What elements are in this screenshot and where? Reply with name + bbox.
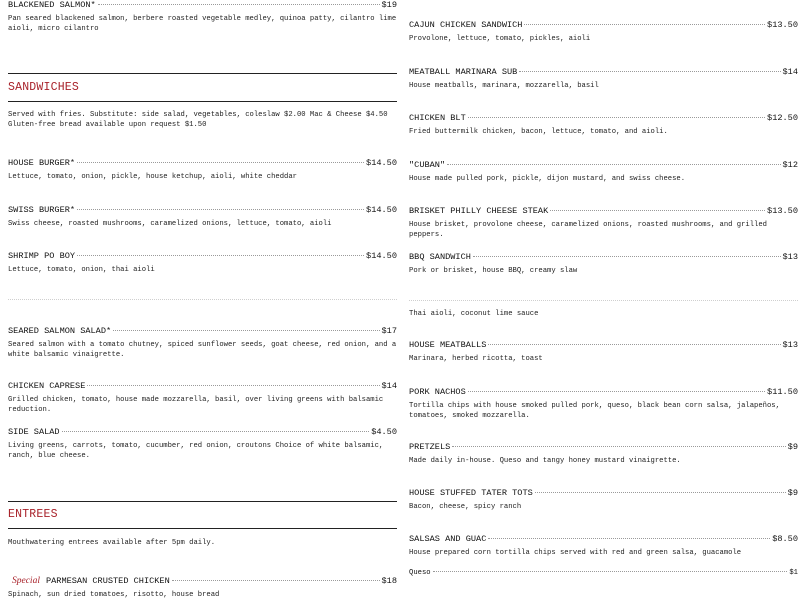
item-name: SALSAS AND GUAC: [409, 534, 487, 544]
item-name: PRETZELS: [409, 442, 451, 452]
item-description: Living greens, carrots, tomato, cucumber, red onion, croutons Choice of white balsamic, ranch, blue cheese.: [8, 442, 384, 460]
menu-item: [8, 158, 397, 182]
item-name: HOUSE BURGER*: [8, 158, 76, 168]
item-price: $12: [782, 160, 798, 170]
item-price: $14.50: [366, 205, 397, 215]
menu-item: [409, 20, 798, 44]
item-description: Pan seared blackened salmon, berbere roasted vegetable medley, quinoa patty, cilantro lime aioli, micro cilantro: [8, 15, 397, 33]
item-description: Thai aioli, coconut lime sauce: [409, 310, 539, 318]
item-price: $9: [787, 442, 798, 452]
menu-item: [409, 67, 798, 91]
item-description: House prepared corn tortilla chips served with red and green salsa, guacamole: [409, 549, 742, 557]
section-title-entrees: ENTREES: [8, 508, 58, 521]
cut-off-item: [8, 299, 397, 300]
item-name: SHRIMP PO BOY: [8, 251, 76, 261]
item-description: Tortilla chips with house smoked pulled pork, queso, black bean corn salsa, jalapeños, tomatoes, smoked mozzarella.: [409, 402, 780, 420]
menu-item: [8, 427, 397, 461]
item-price: $18: [381, 576, 397, 586]
dot-leader: [77, 208, 364, 210]
item-name: CAJUN CHICKEN SANDWICH: [409, 20, 523, 30]
item-description: Swiss cheese, roasted mushrooms, caramelized onions, lettuce, tomato, aioli: [8, 220, 332, 228]
item-price: $13.50: [767, 20, 798, 30]
item-price: $9: [787, 488, 798, 498]
menu-item: [409, 113, 798, 137]
item-price: $13.50: [767, 206, 798, 216]
dot-leader: [62, 430, 370, 432]
item-name: PARMESAN CRUSTED CHICKEN: [45, 576, 170, 586]
item-description: House meatballs, marinara, mozzarella, basil: [409, 82, 599, 90]
item-description: Pork or brisket, house BBQ, creamy slaw: [409, 267, 578, 275]
addon-price: $1: [789, 569, 798, 577]
item-description: Made daily in-house. Queso and tangy honey mustard vinaigrette.: [409, 457, 681, 465]
dot-leader: [452, 445, 785, 447]
item-name: HOUSE STUFFED TATER TOTS: [409, 488, 533, 498]
special-tag: Special: [12, 576, 40, 586]
dot-leader: [488, 343, 780, 345]
item-price: $11.50: [767, 387, 798, 397]
item-price: $14.50: [366, 251, 397, 261]
cut-off-item: [409, 300, 798, 301]
item-price: $12.50: [767, 113, 798, 123]
dot-leader: [172, 579, 380, 581]
item-description: Seared salmon with a tomato chutney, spiced sunflower seeds, goat cheese, red onion, and a white balsamic vinaigrette.: [8, 341, 397, 359]
item-description: Grilled chicken, tomato, house made mozzarella, basil, over living greens with balsamic reduction.: [8, 396, 384, 414]
dot-leader: [77, 161, 364, 163]
menu-item: [409, 252, 798, 276]
item-description: House made pulled pork, pickle, dijon mustard, and swiss cheese.: [409, 175, 686, 183]
section-title-sandwiches: SANDWICHES: [8, 81, 80, 94]
section-note: Mouthwatering entrees available after 5pm daily.: [8, 539, 216, 547]
item-name: "CUBAN": [409, 160, 446, 170]
dot-leader: [77, 254, 364, 256]
item-price: $14.50: [366, 158, 397, 168]
dot-leader: [524, 23, 765, 25]
item-description: Lettuce, tomato, onion, thai aioli: [8, 266, 155, 274]
item-name: SEARED SALMON SALAD*: [8, 326, 112, 336]
menu-item: [409, 387, 798, 421]
menu-item: [409, 340, 798, 364]
menu-item: [8, 251, 397, 275]
menu-item: [409, 488, 798, 512]
item-name: SWISS BURGER*: [8, 205, 76, 215]
item-description: Lettuce, tomato, onion, pickle, house ketchup, aioli, white cheddar: [8, 173, 297, 181]
dot-leader: [519, 70, 780, 72]
item-description: Fried buttermilk chicken, bacon, lettuce, tomato, and aioli.: [409, 128, 668, 136]
item-name: BLACKENED SALMON*: [8, 0, 96, 10]
item-name: CHICKEN CAPRESE: [8, 381, 86, 391]
section-divider: [8, 73, 397, 74]
menu-item: [409, 442, 798, 466]
dot-leader: [488, 537, 770, 539]
menu-item: [8, 205, 397, 229]
dot-leader: [98, 3, 380, 5]
menu-item: [409, 160, 798, 184]
dot-leader: [87, 384, 379, 386]
menu-item: [8, 326, 397, 360]
dot-leader: [473, 255, 781, 257]
menu-item: [409, 534, 798, 558]
item-price: $14: [381, 381, 397, 391]
addon-row: [409, 568, 798, 578]
menu-item: [8, 0, 397, 34]
item-price: $13: [782, 252, 798, 262]
section-divider: [8, 528, 397, 529]
item-name: CHICKEN BLT: [409, 113, 466, 123]
item-description: Spinach, sun dried tomatoes, risotto, house bread: [8, 591, 220, 599]
item-description: Provolone, lettuce, tomato, pickles, aioli: [409, 35, 591, 43]
dot-leader: [433, 570, 788, 572]
item-description: Marinara, herbed ricotta, toast: [409, 355, 543, 363]
item-name: BRISKET PHILLY CHEESE STEAK: [409, 206, 549, 216]
addon-name: Queso: [409, 569, 431, 577]
item-name: PORK NACHOS: [409, 387, 466, 397]
item-price: $19: [381, 0, 397, 10]
section-note: Served with fries. Substitute: side salad, vegetables, coleslaw $2.00 Mac & Cheese $4.50 Gluten-free bread available upon request $1.50: [8, 111, 388, 129]
dot-leader: [535, 491, 786, 493]
item-price: $17: [381, 326, 397, 336]
dot-leader: [113, 329, 379, 331]
item-price: $14: [782, 67, 798, 77]
section-divider: [8, 501, 397, 502]
item-description: House brisket, provolone cheese, caramelized onions, roasted mushrooms, and grilled peppers.: [409, 221, 767, 239]
menu-item: [409, 206, 798, 240]
item-price: $4.50: [371, 427, 397, 437]
dot-leader: [447, 163, 780, 165]
item-description: Bacon, cheese, spicy ranch: [409, 503, 522, 511]
item-price: $8.50: [772, 534, 798, 544]
item-name: MEATBALL MARINARA SUB: [409, 67, 518, 77]
menu-item: [8, 576, 397, 600]
item-price: $13: [782, 340, 798, 350]
item-name: BBQ SANDWICH: [409, 252, 471, 262]
item-name: HOUSE MEATBALLS: [409, 340, 487, 350]
dot-leader: [550, 209, 765, 211]
dot-leader: [468, 116, 765, 118]
section-divider: [8, 101, 397, 102]
dot-leader: [468, 390, 765, 392]
item-name: SIDE SALAD: [8, 427, 60, 437]
menu-item: [8, 381, 397, 415]
